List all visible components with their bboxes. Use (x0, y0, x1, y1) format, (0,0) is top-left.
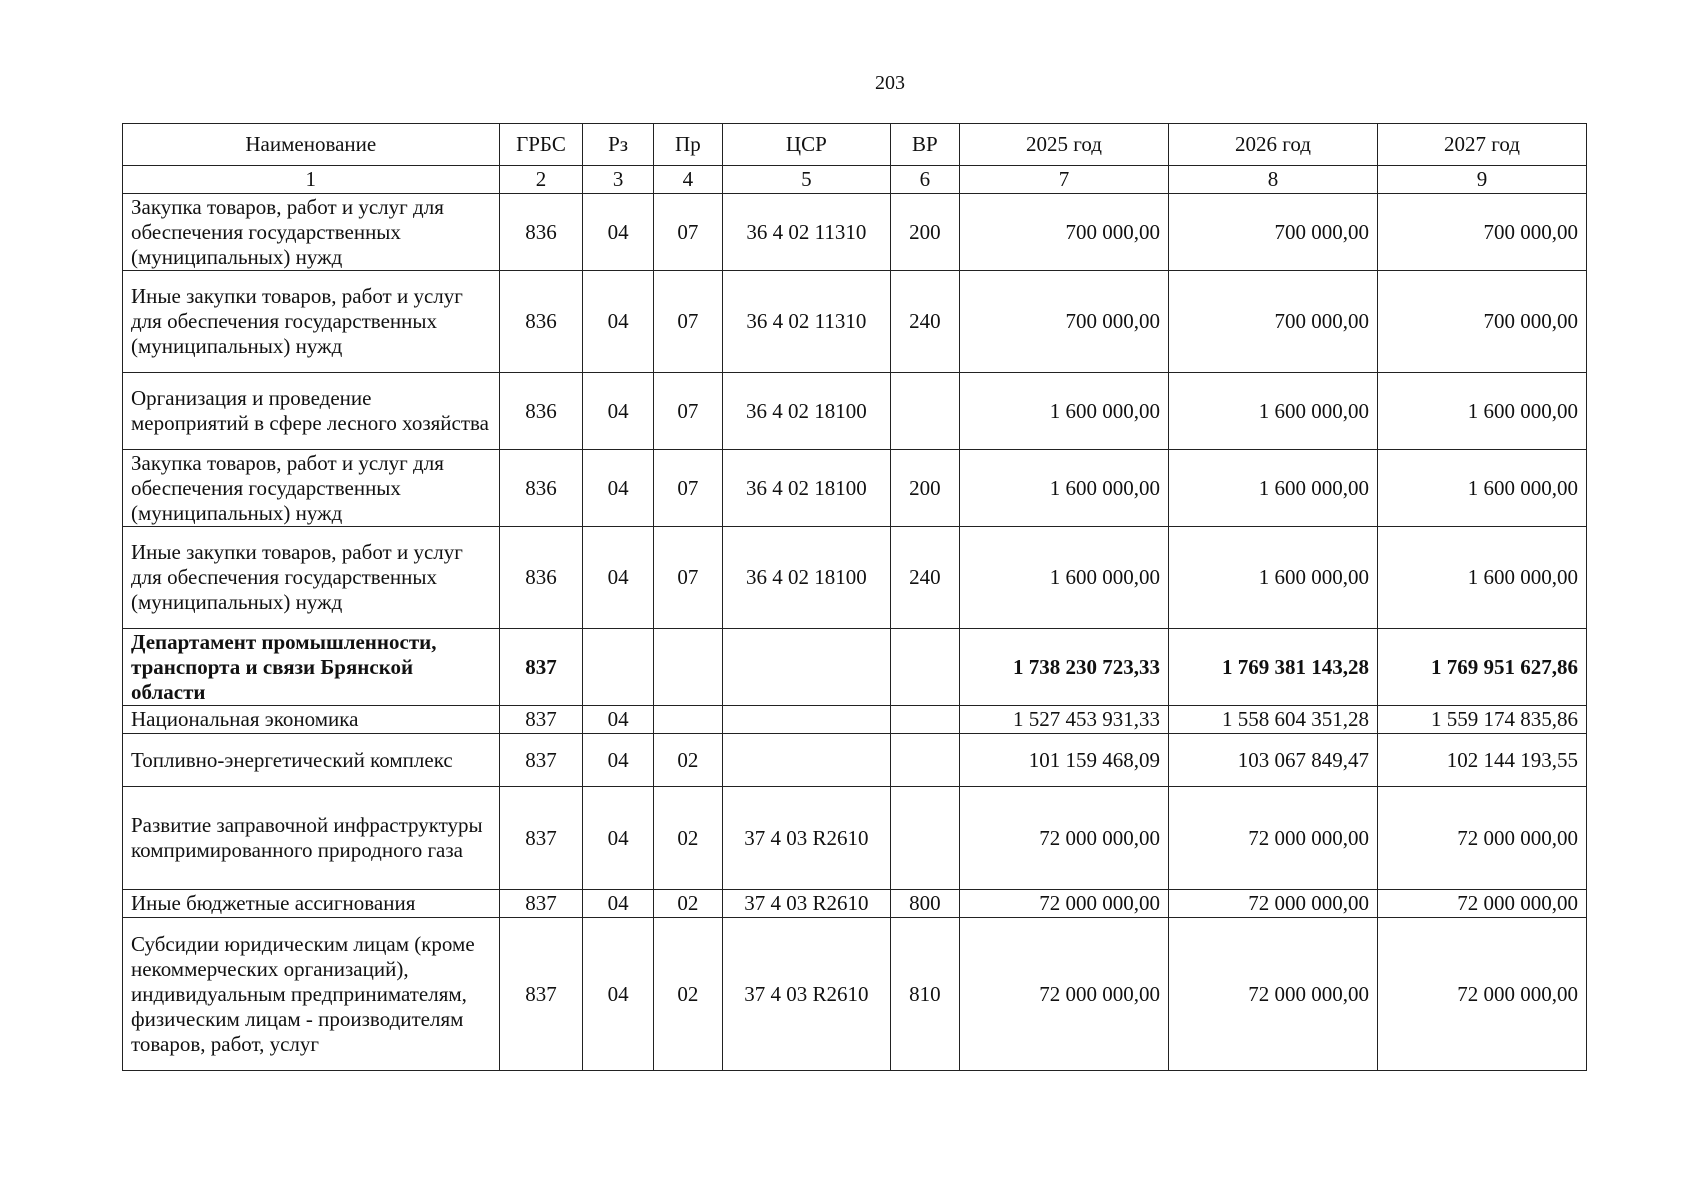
table-row (123, 890, 1587, 918)
row-grbs: 836 (499, 271, 583, 373)
row-rz: 04 (583, 527, 653, 629)
header-rz: Рз (583, 124, 653, 166)
row-amount-2027: 72 000 000,00 (1377, 787, 1586, 890)
row-rz: 04 (583, 787, 653, 890)
row-amount-2025: 1 600 000,00 (959, 527, 1168, 629)
row-amount-2026: 72 000 000,00 (1168, 890, 1377, 918)
table-row (123, 787, 1587, 890)
row-amount-2026: 1 769 381 143,28 (1168, 629, 1377, 706)
row-amount-2027: 700 000,00 (1377, 271, 1586, 373)
row-amount-2026: 1 600 000,00 (1168, 527, 1377, 629)
row-name: Топливно-энергетический комплекс (123, 734, 500, 787)
row-amount-2025: 101 159 468,09 (959, 734, 1168, 787)
row-rz: 04 (583, 373, 653, 450)
row-amount-2027: 700 000,00 (1377, 194, 1586, 271)
row-csr: 37 4 03 R2610 (723, 890, 891, 918)
row-vr (890, 373, 959, 450)
row-rz: 04 (583, 194, 653, 271)
table-row (123, 373, 1587, 450)
row-rz: 04 (583, 734, 653, 787)
row-name: Организация и проведение мероприятий в сфере лесного хозяйства (123, 373, 500, 450)
row-rz: 04 (583, 918, 653, 1071)
column-number: 3 (583, 166, 653, 194)
header-vr: ВР (890, 124, 959, 166)
row-vr (890, 787, 959, 890)
row-csr: 36 4 02 11310 (723, 194, 891, 271)
column-number: 1 (123, 166, 500, 194)
row-amount-2026: 700 000,00 (1168, 271, 1377, 373)
table-row (123, 271, 1587, 373)
row-pr: 07 (653, 271, 722, 373)
column-number: 6 (890, 166, 959, 194)
row-rz: 04 (583, 706, 653, 734)
column-number: 9 (1377, 166, 1586, 194)
row-pr: 07 (653, 194, 722, 271)
row-amount-2026: 72 000 000,00 (1168, 787, 1377, 890)
column-number: 8 (1168, 166, 1377, 194)
row-csr (723, 629, 891, 706)
row-amount-2025: 1 600 000,00 (959, 450, 1168, 527)
table-row (123, 706, 1587, 734)
row-name: Иные закупки товаров, работ и услуг для обеспечения государственных (муниципальных) нужд (123, 527, 500, 629)
row-csr (723, 734, 891, 787)
row-pr: 07 (653, 373, 722, 450)
row-vr (890, 734, 959, 787)
row-pr: 02 (653, 734, 722, 787)
row-grbs: 836 (499, 373, 583, 450)
row-amount-2025: 1 600 000,00 (959, 373, 1168, 450)
row-pr (653, 629, 722, 706)
header-2027: 2027 год (1377, 124, 1586, 166)
table-row (123, 527, 1587, 629)
row-name: Департамент промышленности, транспорта и связи Брянской области (123, 629, 500, 706)
table-row (123, 450, 1587, 527)
row-amount-2025: 1 738 230 723,33 (959, 629, 1168, 706)
row-rz: 04 (583, 271, 653, 373)
row-name: Закупка товаров, работ и услуг для обеспечения государственных (муниципальных) нужд (123, 450, 500, 527)
row-grbs: 837 (499, 787, 583, 890)
row-amount-2027: 1 559 174 835,86 (1377, 706, 1586, 734)
row-vr: 800 (890, 890, 959, 918)
row-pr: 07 (653, 450, 722, 527)
row-amount-2025: 72 000 000,00 (959, 918, 1168, 1071)
row-csr (723, 706, 891, 734)
row-rz (583, 629, 653, 706)
table-header-row (123, 124, 1587, 166)
row-amount-2027: 102 144 193,55 (1377, 734, 1586, 787)
row-amount-2026: 1 600 000,00 (1168, 450, 1377, 527)
row-grbs: 836 (499, 450, 583, 527)
row-csr: 37 4 03 R2610 (723, 787, 891, 890)
row-csr: 36 4 02 18100 (723, 450, 891, 527)
header-name: Наименование (123, 124, 500, 166)
row-amount-2025: 72 000 000,00 (959, 787, 1168, 890)
header-2025: 2025 год (959, 124, 1168, 166)
row-vr: 240 (890, 527, 959, 629)
row-csr: 36 4 02 18100 (723, 373, 891, 450)
row-amount-2025: 72 000 000,00 (959, 890, 1168, 918)
row-amount-2025: 700 000,00 (959, 194, 1168, 271)
row-name: Национальная экономика (123, 706, 500, 734)
row-name: Развитие заправочной инфраструктуры компримированного природного газа (123, 787, 500, 890)
row-amount-2027: 72 000 000,00 (1377, 918, 1586, 1071)
row-vr: 200 (890, 450, 959, 527)
header-2026: 2026 год (1168, 124, 1377, 166)
row-amount-2026: 1 600 000,00 (1168, 373, 1377, 450)
row-csr: 36 4 02 18100 (723, 527, 891, 629)
row-grbs: 837 (499, 629, 583, 706)
row-vr (890, 706, 959, 734)
row-grbs: 836 (499, 527, 583, 629)
row-name: Иные бюджетные ассигнования (123, 890, 500, 918)
row-name: Иные закупки товаров, работ и услуг для обеспечения государственных (муниципальных) нужд (123, 271, 500, 373)
row-csr: 36 4 02 11310 (723, 271, 891, 373)
header-pr: Пр (653, 124, 722, 166)
header-grbs: ГРБС (499, 124, 583, 166)
row-amount-2025: 700 000,00 (959, 271, 1168, 373)
row-grbs: 837 (499, 734, 583, 787)
row-amount-2027: 1 600 000,00 (1377, 450, 1586, 527)
row-csr: 37 4 03 R2610 (723, 918, 891, 1071)
column-number: 7 (959, 166, 1168, 194)
row-vr: 200 (890, 194, 959, 271)
row-rz: 04 (583, 450, 653, 527)
row-pr: 02 (653, 918, 722, 1071)
row-amount-2027: 72 000 000,00 (1377, 890, 1586, 918)
row-amount-2026: 72 000 000,00 (1168, 918, 1377, 1071)
row-amount-2026: 103 067 849,47 (1168, 734, 1377, 787)
row-amount-2027: 1 600 000,00 (1377, 527, 1586, 629)
row-rz: 04 (583, 890, 653, 918)
row-grbs: 837 (499, 918, 583, 1071)
column-number: 5 (723, 166, 891, 194)
row-grbs: 837 (499, 890, 583, 918)
page-number: 203 (875, 72, 905, 94)
row-amount-2026: 700 000,00 (1168, 194, 1377, 271)
row-pr: 02 (653, 890, 722, 918)
row-vr: 810 (890, 918, 959, 1071)
column-number-row (123, 166, 1587, 194)
column-number: 4 (653, 166, 722, 194)
row-grbs: 837 (499, 706, 583, 734)
row-amount-2026: 1 558 604 351,28 (1168, 706, 1377, 734)
row-vr (890, 629, 959, 706)
table-row (123, 734, 1587, 787)
row-amount-2025: 1 527 453 931,33 (959, 706, 1168, 734)
row-pr (653, 706, 722, 734)
budget-table (122, 123, 1587, 1071)
row-name: Субсидии юридическим лицам (кроме некоммерческих организаций), индивидуальным предпринимателям, физическим лицам - производителям товаров, работ, услуг (123, 918, 500, 1071)
row-vr: 240 (890, 271, 959, 373)
column-number: 2 (499, 166, 583, 194)
table-row (123, 918, 1587, 1071)
row-name: Закупка товаров, работ и услуг для обеспечения государственных (муниципальных) нужд (123, 194, 500, 271)
row-pr: 02 (653, 787, 722, 890)
table-row (123, 629, 1587, 706)
row-pr: 07 (653, 527, 722, 629)
table-row (123, 194, 1587, 271)
header-csr: ЦСР (723, 124, 891, 166)
row-grbs: 836 (499, 194, 583, 271)
row-amount-2027: 1 600 000,00 (1377, 373, 1586, 450)
row-amount-2027: 1 769 951 627,86 (1377, 629, 1586, 706)
